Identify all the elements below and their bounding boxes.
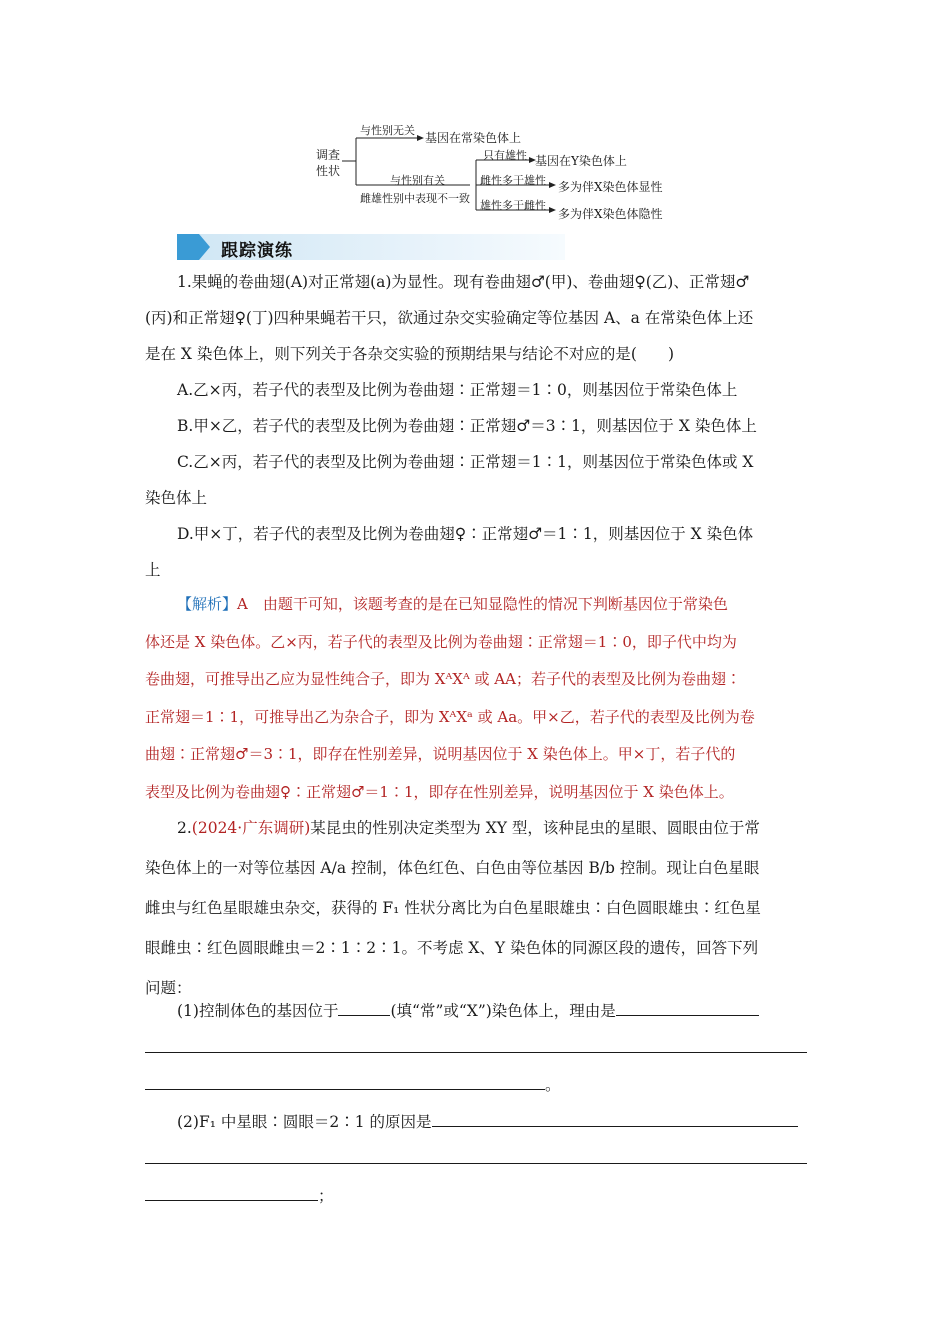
diagram-sub1-label: 只有雄性 — [483, 149, 527, 162]
diagram-result-autosome: 基因在常染色体上 — [425, 131, 522, 145]
q1-option-d-line2: 上 — [145, 561, 161, 579]
q2-sub2-end: ； — [318, 1187, 334, 1205]
q2-sub1-text-a: (1)控制体色的基因位于 — [177, 1002, 339, 1020]
banner-arrow-icon — [199, 234, 210, 260]
question-1 — [145, 264, 807, 588]
q1-stem-line1: 1.果蝇的卷曲翅(A)对正常翅(a)为显性。现有卷曲翅♂(甲)、卷曲翅♀(乙)、正常翅♂ — [177, 273, 750, 291]
q2-sub1-text-b: (填“常”或“X”)染色体上，理由是 — [390, 1002, 616, 1020]
diagram-root-line2: 性状 — [316, 164, 341, 178]
q2-sub1 — [145, 993, 807, 1104]
diagram-sub3-result: 多为伴X染色体隐性 — [558, 207, 663, 221]
q2-sub2-blank-2[interactable] — [145, 1149, 807, 1164]
q2-stem-line5: 问题： — [145, 979, 192, 997]
q2-stem-line3: 雌虫与红色星眼雄虫杂交，获得的 F₁ 性状分离比为白色星眼雄虫∶白色圆眼雄虫∶红色星 — [145, 899, 761, 917]
diagram-related-sub: 雌雄性别中表现不一致 — [360, 192, 470, 205]
q2-source: (2024·广东调研) — [191, 819, 311, 837]
section-title: 跟踪演练 — [221, 241, 293, 261]
q2-sub1-end: 。 — [545, 1076, 561, 1094]
q2-sub2-text-a: (2)F₁ 中星眼∶圆眼＝2∶1 的原因是 — [177, 1113, 432, 1131]
q2-sub2-blank-1[interactable] — [432, 1112, 798, 1127]
analysis-line6: 表型及比例为卷曲翅♀∶正常翅♂＝1∶1，即存在性别差异，说明基因位于 X 染色体上。 — [145, 782, 734, 801]
diagram-sub1-result: 基因在Y染色体上 — [535, 154, 627, 168]
analysis-line1: A 由题干可知，该题考查的是在已知显隐性的情况下判断基因位于常染色 — [237, 595, 728, 613]
q2-sub2 — [145, 1104, 807, 1215]
banner-tag-icon — [177, 234, 199, 260]
diagram-related-label: 与性别有关 — [390, 174, 445, 187]
diagram-sub2-label: 雌性多于雄性 — [480, 174, 546, 187]
q2-sub1-blank-reason-1[interactable] — [616, 1001, 759, 1016]
analysis-label: 【解析】 — [177, 595, 238, 613]
analysis-line5: 曲翅∶正常翅♂＝3∶1，即存在性别差异，说明基因位于 X 染色体上。甲×丁，若子代的 — [145, 745, 736, 763]
diagram-sub3-label: 雄性多于雌性 — [480, 199, 546, 212]
q1-analysis — [145, 586, 807, 811]
q2-sub1-blank-reason-3[interactable] — [145, 1075, 545, 1090]
analysis-line4: 正常翅＝1∶1，可推导出乙为杂合子，即为 XᴬXᵃ 或 Aa。甲×乙，若子代的表型及比例为卷 — [145, 707, 755, 726]
q2-sub1-blank-chromosome[interactable] — [338, 1001, 390, 1016]
analysis-line3: 卷曲翅，可推导出乙应为显性纯合子，即为 XᴬXᴬ 或 AA；若子代的表型及比例为卷曲翅∶ — [145, 670, 741, 688]
q2-sub2-blank-3[interactable] — [145, 1186, 318, 1201]
q1-option-a: A.乙×丙，若子代的表型及比例为卷曲翅∶正常翅＝1∶0，则基因位于常染色体上 — [177, 381, 738, 399]
q2-sub1-blank-reason-2[interactable] — [145, 1038, 807, 1053]
q1-option-c-line1: C.乙×丙，若子代的表型及比例为卷曲翅∶正常翅＝1∶1，则基因位于常染色体或 X — [177, 453, 754, 471]
q2-stem-line4: 眼雌虫∶红色圆眼雌虫＝2∶1∶2∶1。不考虑 X、Y 染色体的同源区段的遗传，回答下列 — [145, 939, 759, 957]
q1-stem-line2: (丙)和正常翅♀(丁)四种果蝇若干只，欲通过杂交实验确定等位基因 A、a 在常染色体上还 — [145, 309, 754, 327]
q1-option-b: B.甲×乙，若子代的表型及比例为卷曲翅∶正常翅♂＝3∶1，则基因位于 X 染色体上 — [177, 417, 757, 435]
q2-stem-line1: 某昆虫的性别决定类型为 XY 型，该种昆虫的星眼、圆眼由位于常 — [310, 819, 760, 837]
q2-number: 2. — [177, 819, 192, 837]
q1-option-c-line2: 染色体上 — [145, 489, 208, 507]
section-banner — [177, 234, 565, 260]
diagram-sub2-result: 多为伴X染色体显性 — [558, 180, 663, 194]
q1-stem-line3: 是在 X 染色体上，则下列关于各杂交实验的预期结果与结论不对应的是( ) — [145, 345, 674, 363]
analysis-line2: 体还是 X 染色体。乙×丙，若子代的表型及比例为卷曲翅∶正常翅＝1∶0，即子代中均为 — [145, 632, 737, 651]
q2-stem-line2: 染色体上的一对等位基因 A/a 控制，体色红色、白色由等位基因 B/b 控制。现让白色星眼 — [145, 859, 760, 877]
question-2 — [145, 808, 807, 1008]
q1-option-d-line1: D.甲×丁，若子代的表型及比例为卷曲翅♀∶正常翅♂＝1∶1，则基因位于 X 染色体 — [177, 525, 754, 543]
diagram-unrelated-label: 与性别无关 — [360, 124, 415, 137]
diagram-root-line1: 调查 — [316, 148, 341, 162]
